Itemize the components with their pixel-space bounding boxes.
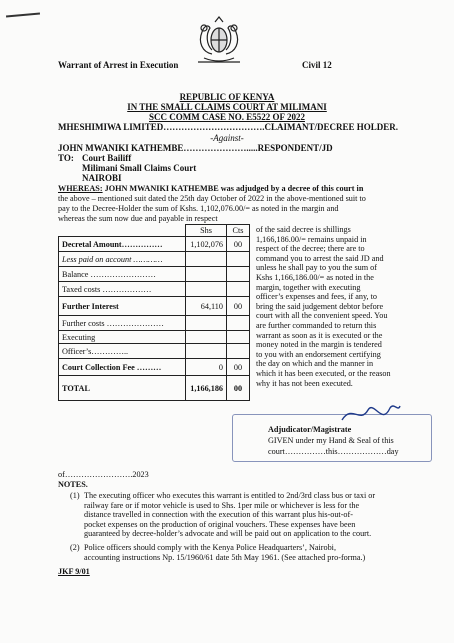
row-amount-shs: 1,166,186 (186, 376, 227, 401)
note1-line: distance travelled in connection with the execution of this warrant plus his-out-of- (84, 510, 353, 520)
right-text-line: are further commanded to return this (256, 320, 377, 330)
court-heading: IN THE SMALL CLAIMS COURT AT MILIMANI (127, 102, 327, 112)
notes-heading: NOTES. (58, 480, 88, 489)
addressee-line3: NAIROBI (82, 173, 122, 183)
row-label: TOTAL (59, 376, 186, 401)
right-text-line: respect of the decree; there are to (256, 244, 365, 254)
right-text-line: the day on which and the manner in (256, 359, 374, 369)
row-label: Court Collection Fee ……… (59, 359, 186, 376)
row-amount-shs (186, 282, 227, 297)
adjudicator-title: Adjudicator/Magistrate (268, 425, 352, 434)
row-amount-shs (186, 331, 227, 344)
table-header-row (59, 225, 250, 237)
right-text-line: of the said decree is shillings (256, 225, 351, 234)
column-header-shs: Shs (186, 225, 227, 237)
row-label: Decretal Amount…………… (59, 237, 186, 252)
table-row (59, 252, 250, 267)
note1-line: pocket expenses on the production of original vouchers. These expenses have been (84, 519, 356, 529)
row-label: Less paid on account ………… (59, 252, 186, 267)
whereas-line4: whereas the sum now due and payable in respect (58, 214, 218, 223)
note2-number: (2) (70, 543, 80, 552)
table-row (59, 297, 250, 316)
note1-line: guaranteed by decree-holder’s advocate and will be paid out on application to the court. (84, 529, 372, 539)
addressee-line2: Milimani Small Claims Court (82, 163, 197, 173)
right-text-line: warrant as soon as it is executed or the (256, 330, 383, 340)
right-text-line: margin, together with executing (256, 282, 361, 292)
table-row (59, 316, 250, 331)
row-amount-shs: 0 (186, 359, 227, 376)
row-amount-cts (227, 331, 250, 344)
kenya-coat-of-arms-icon (190, 14, 248, 68)
row-amount-cts (227, 282, 250, 297)
whereas-line2: the above – mentioned suit dated the 25th day October of 2022 in the above-mentioned suit to (58, 194, 366, 203)
right-text-line: Kshs 1,166,186.00/= as noted in the (256, 272, 374, 282)
row-label: Officer’s………….. (59, 344, 186, 359)
table-row (59, 282, 250, 297)
to-label: TO: (58, 153, 74, 163)
addressee-line1: Court Bailiff (82, 153, 132, 163)
right-text-line: officer’s expenses and fees, if any, to (256, 292, 378, 302)
row-amount-shs: 64,110 (186, 297, 227, 316)
note2-line: Police officers should comply with the Kenya Police Headquarters’, Nairobi, (84, 543, 337, 552)
table-row (59, 376, 250, 401)
footer-code: JKF 9/01 (58, 567, 90, 576)
note1-line: railway fare or if motor vehicle is used to Shs. 1per mile or whichever is less for the (84, 500, 360, 510)
signature-icon (338, 398, 402, 428)
right-column-text (256, 225, 434, 388)
whereas-line3: pay to the Decree-Holder the sum of Kshs. 1,102,076.00/= as noted in the margin and (58, 204, 339, 213)
given-line: GIVEN under my Hand & Seal of this (268, 436, 394, 445)
row-label: Balance …………………… (59, 267, 186, 282)
note2-text (84, 543, 436, 562)
respondent-line: JOHN MWANIKI KATHEMBE………………….....RESPONDENT/JD (58, 143, 333, 153)
right-text-line: money noted in the margin is tendered (256, 340, 382, 350)
row-amount-cts (227, 316, 250, 331)
column-header-cts: Cts (227, 225, 250, 237)
table-row (59, 344, 250, 359)
row-amount-shs (186, 252, 227, 267)
right-text-line: to you with an endorsement certifying (256, 349, 381, 359)
right-text-line: which it has been executed, or the reason (256, 368, 391, 378)
row-label: Further costs ………………… (59, 316, 186, 331)
whereas-line1-text: JOHN MWANIKI KATHEMBE was adjudged by a decree of this court in (104, 184, 364, 193)
whereas-keyword: WHEREAS: (58, 184, 103, 193)
table-row (59, 237, 250, 252)
note1-line: The executing officer who executes this warrant is entitled to 2nd/3rd class bus or taxi or (84, 491, 376, 500)
table-row (59, 331, 250, 344)
row-amount-cts: 00 (227, 376, 250, 401)
note1-text (84, 491, 436, 539)
table-row (59, 267, 250, 282)
row-amount-cts (227, 267, 250, 282)
note1-number: (1) (70, 491, 80, 500)
row-amount-cts (227, 252, 250, 267)
right-text-line: bring the said judgement debtor before (256, 301, 384, 311)
row-amount-shs (186, 316, 227, 331)
amount-table (58, 224, 250, 401)
row-amount-cts: 00 (227, 359, 250, 376)
row-amount-cts: 00 (227, 237, 250, 252)
right-text-line: court with all the convenient speed. You (256, 311, 388, 321)
table-row (59, 359, 250, 376)
row-amount-cts: 00 (227, 297, 250, 316)
row-label: Executing (59, 331, 186, 344)
note2-line: accounting instructions Np. 15/1960/61 date 5th May 1961. (See attached pro-forma.) (84, 552, 366, 562)
against-label: -Against- (210, 133, 244, 143)
row-amount-cts (227, 344, 250, 359)
whereas-line1 (58, 184, 363, 194)
right-text-line: why it has not been executed. (256, 378, 353, 388)
right-text-line: unless he shall pay to you the sum of (256, 263, 377, 273)
table-header-blank (59, 225, 186, 237)
row-label: Taxed costs ……………… (59, 282, 186, 297)
row-amount-shs (186, 267, 227, 282)
date-line: of…………………….2023 (58, 470, 149, 479)
document-type-title: Warrant of Arrest in Execution (58, 60, 179, 70)
row-amount-shs: 1,102,076 (186, 237, 227, 252)
right-text-line: command you to arrest the said JD and (256, 253, 384, 263)
form-code: Civil 12 (302, 60, 332, 70)
republic-heading: REPUBLIC OF KENYA (179, 92, 275, 102)
claimant-line: MHESHIMIWA LIMITED…………………………….CLAIMANT/DECREE HOLDER. (58, 122, 399, 132)
row-amount-shs (186, 344, 227, 359)
right-text-line: 1,166,186.00/= remains unpaid in (256, 234, 367, 244)
corner-pen-mark (6, 13, 40, 18)
case-number: SCC COMM CASE NO. E5522 OF 2022 (149, 112, 305, 122)
court-day-line: court……………this………………day (268, 447, 399, 456)
row-label: Further Interest (59, 297, 186, 316)
